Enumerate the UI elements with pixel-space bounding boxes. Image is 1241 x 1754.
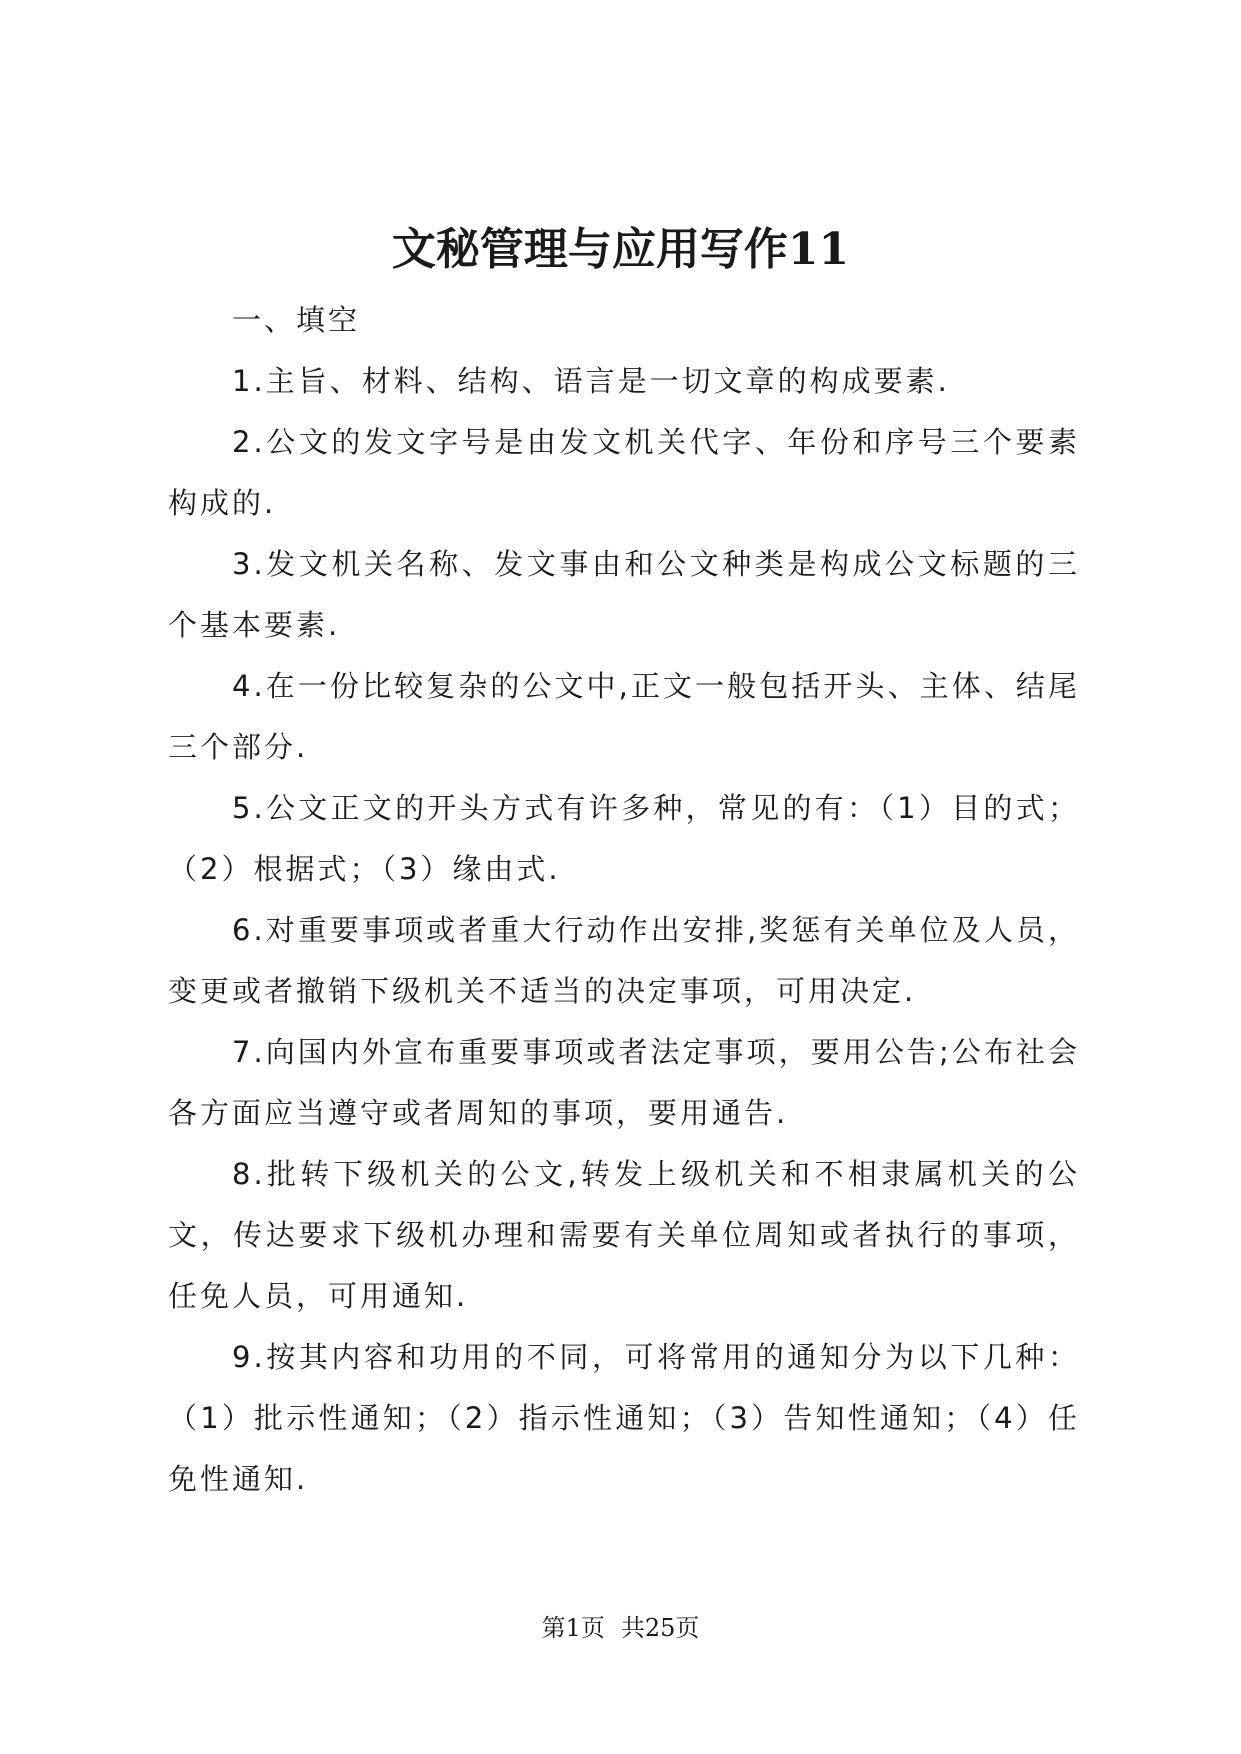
page-total: 共25页 [620,1614,700,1642]
page-footer [0,1612,1241,1644]
page-number: 第1页 [541,1614,605,1642]
paragraph-6: 6.对重要事项或者重大行动作出安排,奖惩有关单位及人员，变更或者撤销下级机关不适当的决定事项，可用决定. [168,913,1080,1008]
paragraph-3: 3.发文机关名称、发文事由和公文种类是构成公文标题的三个基本要素. [168,547,1080,642]
paragraph-4: 4.在一份比较复杂的公文中,正文一般包括开头、主体、结尾三个部分. [168,669,1080,764]
paragraph-8: 8.批转下级机关的公文,转发上级机关和不相隶属机关的公文，传达要求下级机办理和需要有关单位周知或者执行的事项，任免人员，可用通知. [168,1157,1080,1313]
paragraph-2: 2.公文的发文字号是由发文机关代字、年份和序号三个要素构成的. [168,425,1080,520]
document-body [168,290,1080,1510]
paragraph-7: 7.向国内外宣布重要事项或者法定事项，要用公告;公布社会各方面应当遵守或者周知的事项，要用通告. [168,1035,1080,1130]
document-title: 文秘管理与应用写作11 [391,224,850,275]
paragraph-1: 1.主旨、材料、结构、语言是一切文章的构成要素. [232,364,950,398]
paragraph-5: 5.公文正文的开头方式有许多种，常见的有：（1）目的式；（2）根据式；（3）缘由式. [168,791,1080,886]
section-heading: 一、填空 [232,303,361,337]
paragraph-9: 9.按其内容和功用的不同，可将常用的通知分为以下几种：（1）批示性通知；（2）指示性通知；（3）告知性通知；（4）任免性通知. [168,1340,1080,1496]
